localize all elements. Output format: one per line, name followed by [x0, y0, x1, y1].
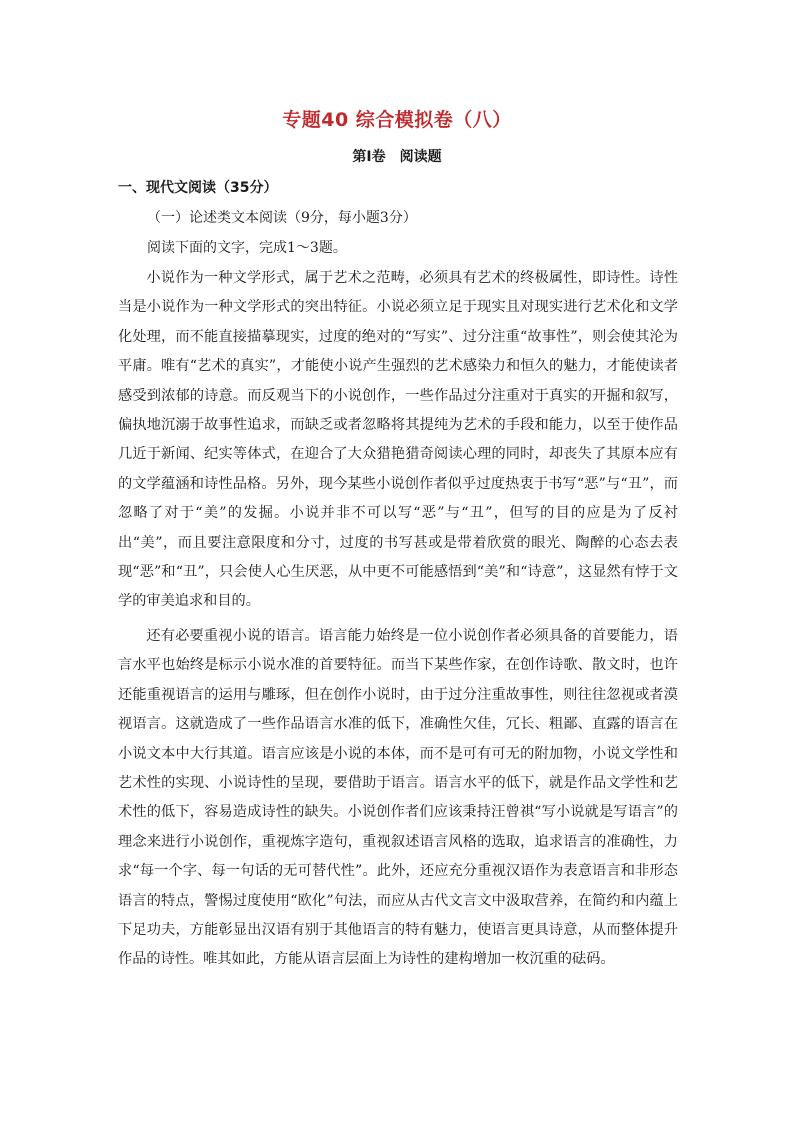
passage-paragraph-1: 小说作为一种文学形式，属于艺术之范畴，必须具有艺术的终极属性，即诗性。诗性当是小说作为一种文学形式的突出特征。小说必须立足于现实且对现实进行艺术化和文学化处理，而不能直接描摹现实，过度的绝对的“写实”、过分注重“故事性”，则会使其沦为平庸。唯有“艺术的真实”，才能使小说产生强烈的艺术感染力和恒久的魅力，才能使读者感受到浓郁的诗意。而反观当下的小说创作，一些作品过分注重对于真实的开掘和叙写，偏执地沉溺于故事性追求，而缺乏或者忽略将其提纯为艺术的手段和能力，以至于使作品几近于新闻、纪实等体式，在迎合了大众猎艳猎奇阅读心理的同时，却丧失了其原本应有的文学蕴涵和诗性品格。另外，现今某些小说创作者似乎过度热衷于书写“恶”与“丑”，而忽略了对于“美”的发掘。小说并非不可以写“恶”与“丑”，但写的目的应是为了反衬出“美”，而且要注意限度和分寸，过度的书写甚或是带着欣赏的眼光、陶醉的心态去表现“恶”和“丑”，只会使人心生厌恶，从中更不可能感悟到“美”和“诗意”，这显然有悖于文学的审美追求和目的。: [118, 270, 678, 610]
reading-instruction: 阅读下面的文字，完成1～3题。: [147, 240, 347, 256]
document-title: 专题40 综合模拟卷（八）: [282, 109, 512, 131]
passage-paragraph-2: 还有必要重视小说的语言。语言能力始终是一位小说创作者必须具备的首要能力，语言水平也始终是标示小说水准的首要特征。而当下某些作家，在创作诗歌、散文时，也许还能重视语言的运用与雕琢，但在创作小说时，由于过分注重故事性，则往往忽视或者漠视语言。这就造成了一些作品语言水准的低下，准确性欠佳，冗长、粗鄙、直露的语言在小说文本中大行其道。语言应该是小说的本体，而不是可有可无的附加物，小说文学性和艺术性的实现、小说诗性的呈现，要借助于语言。语言水平的低下，就是作品文学性和艺术性的低下，容易造成诗性的缺失。小说创作者们应该秉持汪曾祺“写小说就是写语言”的理念来进行小说创作，重视炼字造句，重视叙述语言风格的选取，追求语言的准确性，力求“每一个字、每一句话的无可替代性”。此外，还应充分重视汉语作为表意语言和非形态语言的特点，警惕过度使用“欧化”句法，而应从古代文言文中汲取营养，在简约和内蕴上下足功夫，方能彰显出汉语有别于其他语言的特有魅力，使语言更具诗意，从而整体提升作品的诗性。唯其如此，方能从语言层面上为诗性的建构增加一枚沉重的砝码。: [118, 627, 678, 968]
passage-body: [118, 264, 678, 975]
part-title: 第Ⅰ卷 阅读题: [352, 149, 442, 165]
section-heading: 一、现代文阅读（35分）: [118, 180, 278, 196]
sub-heading: （一）论述类文本阅读（9分，每小题3分）: [147, 210, 417, 226]
